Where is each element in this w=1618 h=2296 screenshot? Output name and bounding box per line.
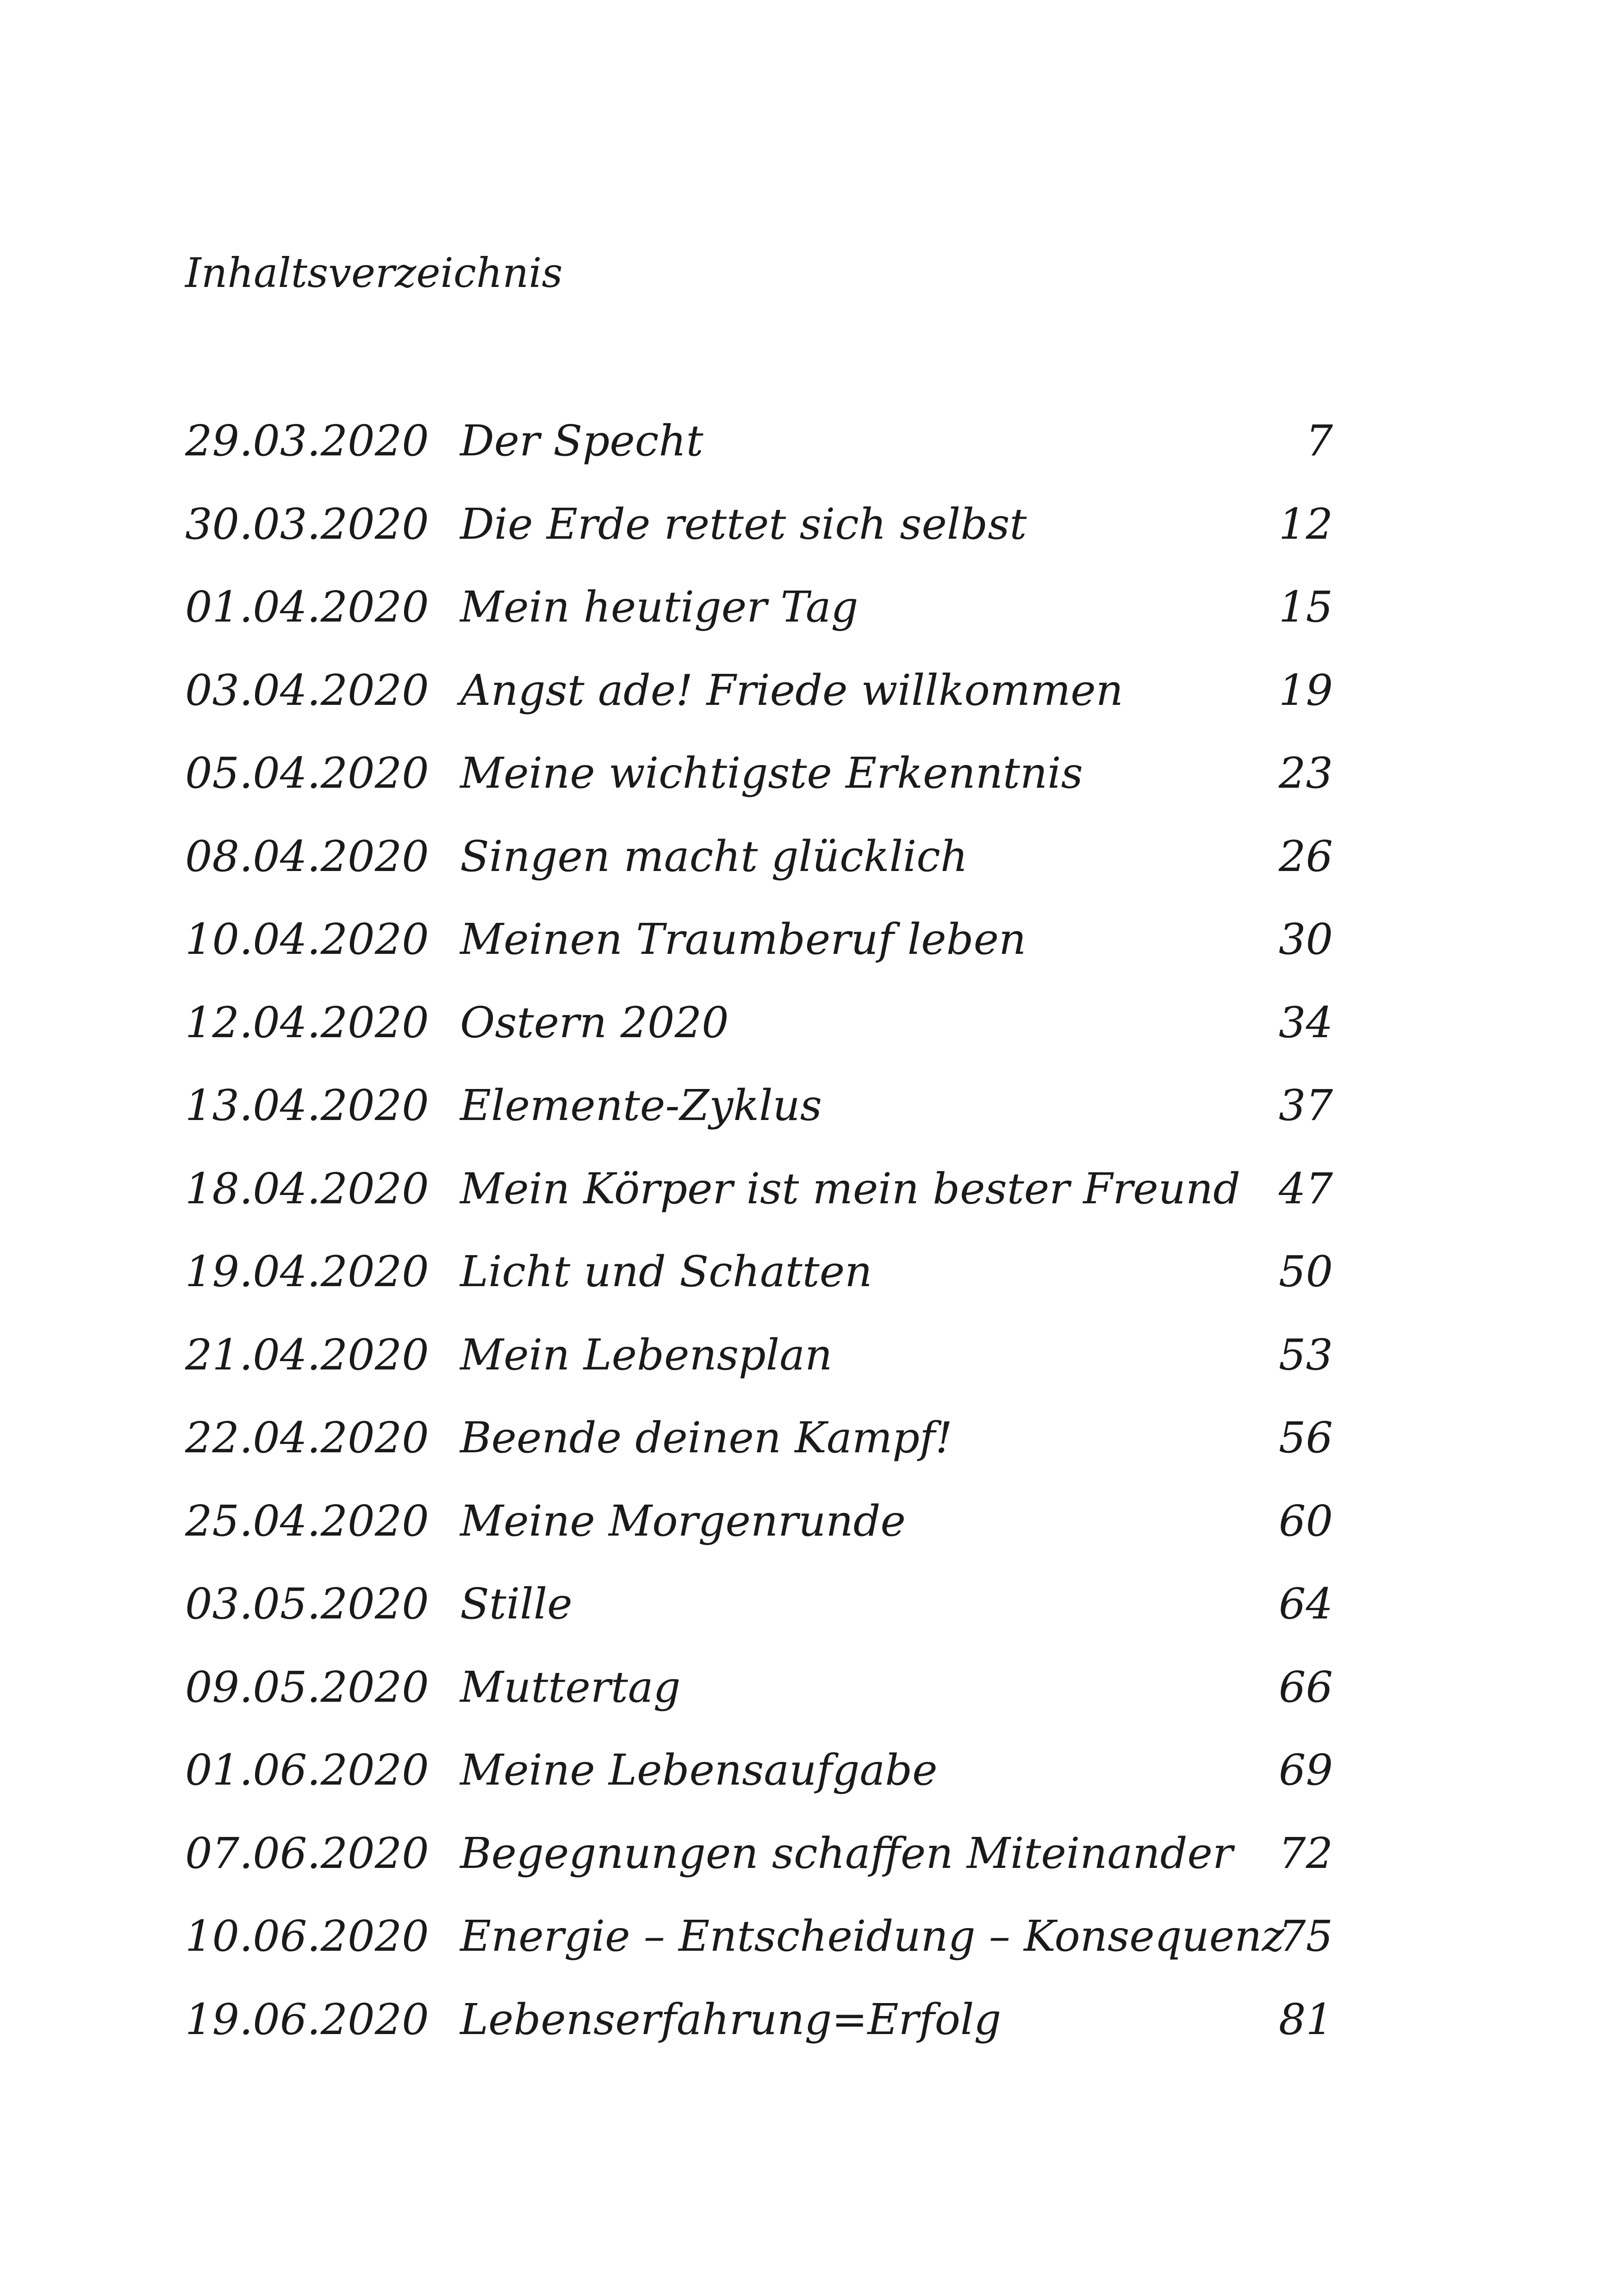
entry-date: 12.04.2020 bbox=[185, 997, 429, 1047]
entry-date: 30.03.2020 bbox=[185, 499, 429, 549]
toc-entry bbox=[185, 663, 1333, 746]
toc-entry bbox=[185, 497, 1333, 580]
entry-page-number: 66 bbox=[1278, 1662, 1333, 1712]
toc-entry bbox=[185, 1576, 1333, 1660]
entry-page-number: 15 bbox=[1278, 582, 1333, 632]
entry-date: 18.04.2020 bbox=[185, 1164, 429, 1213]
entry-date: 01.06.2020 bbox=[185, 1745, 429, 1795]
toc-entry bbox=[185, 1161, 1333, 1244]
entry-date: 10.04.2020 bbox=[185, 915, 429, 964]
toc-entry bbox=[185, 1493, 1333, 1577]
entry-page-number: 81 bbox=[1278, 1994, 1333, 2044]
entry-title: Lebenserfahrung=Erfolg bbox=[460, 1994, 1002, 2044]
entry-title: Stille bbox=[460, 1579, 573, 1629]
entry-page-number: 47 bbox=[1278, 1164, 1333, 1213]
toc-entry bbox=[185, 912, 1333, 995]
entry-date: 29.03.2020 bbox=[185, 416, 429, 466]
entry-title: Meinen Traumberuf leben bbox=[460, 915, 1027, 964]
toc-entry bbox=[185, 829, 1333, 912]
toc-entry bbox=[185, 1992, 1333, 2075]
entry-title: Singen macht glücklich bbox=[460, 831, 968, 881]
table-of-contents bbox=[185, 413, 1333, 2075]
entry-page-number: 56 bbox=[1278, 1413, 1333, 1462]
entry-title: Muttertag bbox=[460, 1662, 681, 1712]
entry-title: Der Specht bbox=[460, 416, 703, 466]
toc-heading: Inhaltsverzeichnis bbox=[185, 249, 563, 297]
toc-entry bbox=[185, 1660, 1333, 1743]
entry-title: Meine wichtigste Erkenntnis bbox=[460, 748, 1083, 798]
entry-date: 09.05.2020 bbox=[185, 1662, 429, 1712]
toc-entry bbox=[185, 1410, 1333, 1493]
toc-entry bbox=[185, 995, 1333, 1078]
entry-date: 25.04.2020 bbox=[185, 1496, 429, 1546]
entry-page-number: 30 bbox=[1278, 915, 1333, 964]
entry-page-number: 37 bbox=[1278, 1081, 1333, 1130]
entry-date: 03.04.2020 bbox=[185, 665, 429, 715]
entry-page-number: 23 bbox=[1278, 748, 1333, 798]
entry-date: 01.04.2020 bbox=[185, 582, 429, 632]
entry-date: 07.06.2020 bbox=[185, 1828, 429, 1878]
entry-date: 19.04.2020 bbox=[185, 1247, 429, 1296]
entry-title: Energie – Entscheidung – Konsequenz bbox=[460, 1911, 1284, 1961]
entry-title: Mein heutiger Tag bbox=[460, 582, 859, 632]
entry-date: 19.06.2020 bbox=[185, 1994, 429, 2044]
entry-title: Begegnungen schaffen Miteinander bbox=[460, 1828, 1233, 1878]
toc-entry bbox=[185, 1327, 1333, 1411]
toc-entry bbox=[185, 1742, 1333, 1826]
entry-title: Mein Lebensplan bbox=[460, 1330, 833, 1380]
entry-page-number: 19 bbox=[1278, 665, 1333, 715]
entry-title: Beende deinen Kampf! bbox=[460, 1413, 953, 1462]
toc-entry bbox=[185, 1826, 1333, 1909]
entry-page-number: 69 bbox=[1278, 1745, 1333, 1795]
entry-title: Die Erde rettet sich selbst bbox=[460, 499, 1027, 549]
entry-date: 13.04.2020 bbox=[185, 1081, 429, 1130]
entry-page-number: 75 bbox=[1278, 1911, 1333, 1961]
entry-title: Elemente-Zyklus bbox=[460, 1081, 822, 1130]
entry-title: Licht und Schatten bbox=[460, 1247, 872, 1296]
entry-page-number: 12 bbox=[1278, 499, 1333, 549]
entry-page-number: 7 bbox=[1306, 416, 1333, 466]
entry-page-number: 53 bbox=[1278, 1330, 1333, 1380]
entry-title: Meine Lebensaufgabe bbox=[460, 1745, 938, 1795]
entry-title: Mein Körper ist mein bester Freund bbox=[460, 1164, 1241, 1213]
toc-entry bbox=[185, 1909, 1333, 1992]
entry-date: 05.04.2020 bbox=[185, 748, 429, 798]
toc-entry bbox=[185, 1244, 1333, 1327]
entry-title: Ostern 2020 bbox=[460, 997, 729, 1047]
entry-date: 08.04.2020 bbox=[185, 831, 429, 881]
entry-page-number: 64 bbox=[1278, 1579, 1333, 1629]
toc-entry bbox=[185, 1078, 1333, 1161]
entry-date: 03.05.2020 bbox=[185, 1579, 429, 1629]
toc-entry bbox=[185, 413, 1333, 497]
toc-entry bbox=[185, 746, 1333, 829]
entry-date: 10.06.2020 bbox=[185, 1911, 429, 1961]
entry-title: Meine Morgenrunde bbox=[460, 1496, 906, 1546]
entry-date: 21.04.2020 bbox=[185, 1330, 429, 1380]
entry-page-number: 26 bbox=[1278, 831, 1333, 881]
entry-page-number: 72 bbox=[1278, 1828, 1333, 1878]
entry-page-number: 50 bbox=[1278, 1247, 1333, 1296]
toc-entry bbox=[185, 579, 1333, 663]
entry-title: Angst ade! Friede willkommen bbox=[460, 665, 1124, 715]
entry-page-number: 60 bbox=[1278, 1496, 1333, 1546]
entry-date: 22.04.2020 bbox=[185, 1413, 429, 1462]
entry-page-number: 34 bbox=[1278, 997, 1333, 1047]
